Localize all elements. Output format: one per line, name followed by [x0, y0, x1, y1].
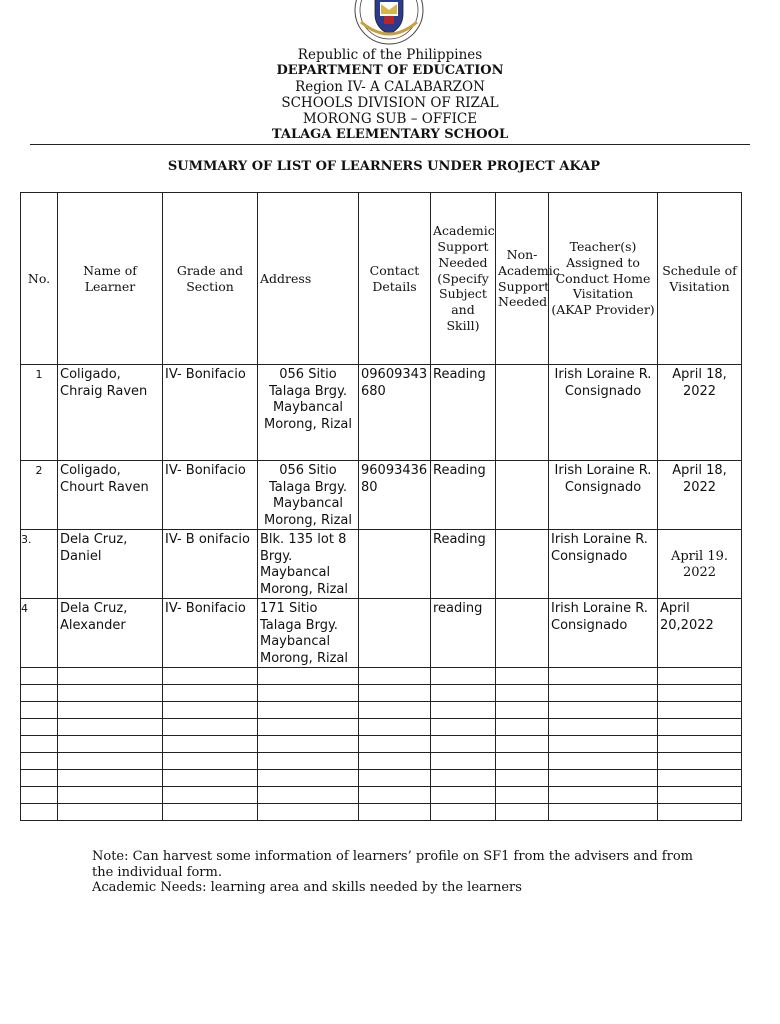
empty-table-row	[21, 702, 742, 719]
empty-cell	[549, 685, 658, 702]
cell-name: Coligado, Chraig Raven	[58, 365, 163, 461]
empty-cell	[258, 668, 359, 685]
table-header-row	[21, 193, 742, 365]
empty-cell	[431, 804, 496, 821]
header-address: Address	[258, 193, 359, 365]
empty-cell	[258, 702, 359, 719]
header-sub-office: MORONG SUB – OFFICE	[302, 111, 478, 127]
empty-cell	[496, 804, 549, 821]
cell-nonacademic	[496, 530, 549, 599]
empty-cell	[431, 668, 496, 685]
cell-teacher: Irish Loraine R. Consignado	[549, 599, 658, 668]
empty-cell	[496, 770, 549, 787]
empty-cell	[258, 804, 359, 821]
empty-cell	[359, 668, 431, 685]
cell-no: 4	[21, 599, 58, 668]
empty-cell	[21, 736, 58, 753]
empty-cell	[21, 753, 58, 770]
empty-cell	[21, 804, 58, 821]
cell-contact	[359, 530, 431, 599]
empty-table-row	[21, 668, 742, 685]
empty-cell	[496, 719, 549, 736]
note-sf1: Note: Can harvest some information of learners’ profile on SF1 from the advisers and from the individual form.	[92, 849, 693, 880]
empty-cell	[431, 787, 496, 804]
empty-cell	[258, 719, 359, 736]
empty-cell	[658, 753, 742, 770]
table-row	[21, 365, 742, 461]
header-contact: Contact Details	[359, 193, 431, 365]
cell-schedule: April 18, 2022	[658, 461, 742, 530]
empty-cell	[58, 736, 163, 753]
empty-cell	[258, 787, 359, 804]
empty-cell	[359, 804, 431, 821]
empty-cell	[163, 753, 258, 770]
cell-contact: 9609343680	[359, 461, 431, 530]
empty-cell	[549, 804, 658, 821]
cell-contact: 09609343680	[359, 365, 431, 461]
empty-cell	[58, 787, 163, 804]
learners-table	[20, 192, 742, 821]
empty-cell	[431, 685, 496, 702]
empty-cell	[58, 804, 163, 821]
empty-cell	[549, 668, 658, 685]
empty-cell	[21, 685, 58, 702]
header-school: TALAGA ELEMENTARY SCHOOL	[271, 127, 509, 142]
empty-cell	[21, 719, 58, 736]
header-no: No.	[21, 193, 58, 365]
cell-schedule: April 18, 2022	[658, 365, 742, 461]
header-nonacademic: Non-Academic Support Needed	[496, 193, 549, 365]
empty-table-row	[21, 787, 742, 804]
empty-cell	[549, 787, 658, 804]
empty-cell	[58, 668, 163, 685]
empty-cell	[163, 770, 258, 787]
empty-cell	[658, 770, 742, 787]
deped-seal	[351, 0, 427, 46]
empty-cell	[258, 770, 359, 787]
cell-name: Coligado, Chourt Raven	[58, 461, 163, 530]
header-republic: Republic of the Philippines	[297, 47, 483, 63]
cell-grade: IV- Bonifacio	[163, 365, 258, 461]
empty-cell	[549, 702, 658, 719]
empty-cell	[163, 787, 258, 804]
header-division: SCHOOLS DIVISION OF RIZAL	[281, 95, 499, 111]
empty-cell	[658, 787, 742, 804]
empty-cell	[658, 736, 742, 753]
cell-teacher: Irish Loraine R. Consignado	[549, 530, 658, 599]
empty-cell	[658, 702, 742, 719]
table-row	[21, 599, 742, 668]
cell-name: Dela Cruz, Alexander	[58, 599, 163, 668]
empty-table-row	[21, 770, 742, 787]
header-grade: Grade and Section	[163, 193, 258, 365]
empty-cell	[163, 719, 258, 736]
empty-cell	[21, 770, 58, 787]
header-academic: Academic Support Needed (Specify Subject and Skill)	[431, 193, 496, 365]
cell-address: 056 Sitio Talaga Brgy. Maybancal Morong, Rizal	[258, 365, 359, 461]
cell-nonacademic	[496, 365, 549, 461]
empty-cell	[496, 753, 549, 770]
cell-academic: reading	[431, 599, 496, 668]
footnote	[92, 849, 712, 896]
cell-address: 171 Sitio Talaga Brgy. Maybancal Morong, Rizal	[258, 599, 359, 668]
empty-cell	[58, 770, 163, 787]
table-row	[21, 530, 742, 599]
cell-academic: Reading	[431, 365, 496, 461]
document-header	[0, 47, 780, 143]
cell-nonacademic	[496, 599, 549, 668]
cell-address: Blk. 135 lot 8 Brgy. Maybancal Morong, Rizal	[258, 530, 359, 599]
empty-cell	[496, 685, 549, 702]
empty-cell	[359, 719, 431, 736]
empty-cell	[496, 702, 549, 719]
empty-table-row	[21, 736, 742, 753]
empty-cell	[658, 668, 742, 685]
cell-no: 2	[21, 461, 58, 530]
empty-cell	[496, 668, 549, 685]
empty-cell	[549, 753, 658, 770]
cell-schedule: April 20,2022	[658, 599, 742, 668]
empty-cell	[21, 787, 58, 804]
empty-cell	[658, 719, 742, 736]
empty-cell	[431, 719, 496, 736]
empty-cell	[163, 736, 258, 753]
empty-cell	[431, 702, 496, 719]
cell-teacher: Irish Loraine R. Consignado	[549, 365, 658, 461]
empty-cell	[21, 702, 58, 719]
empty-cell	[359, 770, 431, 787]
cell-grade: IV- B onifacio	[163, 530, 258, 599]
empty-cell	[359, 702, 431, 719]
empty-cell	[431, 736, 496, 753]
cell-name: Dela Cruz, Daniel	[58, 530, 163, 599]
empty-cell	[431, 753, 496, 770]
empty-cell	[58, 702, 163, 719]
empty-cell	[359, 685, 431, 702]
empty-cell	[163, 668, 258, 685]
cell-academic: Reading	[431, 530, 496, 599]
cell-address: 056 Sitio Talaga Brgy. Maybancal Morong, Rizal	[258, 461, 359, 530]
empty-cell	[258, 753, 359, 770]
cell-grade: IV- Bonifacio	[163, 461, 258, 530]
header-name: Name of Learner	[58, 193, 163, 365]
empty-cell	[258, 736, 359, 753]
cell-no: 3.	[21, 530, 58, 599]
empty-cell	[58, 685, 163, 702]
empty-cell	[549, 736, 658, 753]
header-teacher: Teacher(s) Assigned to Conduct Home Visitation (AKAP Provider)	[549, 193, 658, 365]
empty-table-row	[21, 685, 742, 702]
header-department: DEPARTMENT OF EDUCATION	[276, 63, 504, 78]
cell-contact	[359, 599, 431, 668]
empty-cell	[658, 685, 742, 702]
header-region: Region IV- A CALABARZON	[295, 79, 485, 95]
empty-cell	[359, 787, 431, 804]
empty-cell	[258, 685, 359, 702]
cell-teacher: Irish Loraine R. Consignado	[549, 461, 658, 530]
cell-schedule: April 19. 2022	[658, 530, 742, 599]
empty-cell	[359, 736, 431, 753]
empty-table-row	[21, 804, 742, 821]
blank-rows	[21, 668, 742, 821]
header-schedule: Schedule of Visitation	[658, 193, 742, 365]
empty-cell	[496, 787, 549, 804]
document-title: SUMMARY OF LIST OF LEARNERS UNDER PROJECT AKAP	[167, 159, 601, 174]
note-academic-needs: Academic Needs: learning area and skills needed by the learners	[92, 880, 522, 895]
empty-cell	[658, 804, 742, 821]
empty-table-row	[21, 753, 742, 770]
empty-cell	[58, 719, 163, 736]
empty-cell	[163, 702, 258, 719]
empty-table-row	[21, 719, 742, 736]
empty-cell	[431, 770, 496, 787]
empty-cell	[58, 753, 163, 770]
empty-cell	[496, 736, 549, 753]
cell-academic: Reading	[431, 461, 496, 530]
empty-cell	[163, 685, 258, 702]
cell-nonacademic	[496, 461, 549, 530]
header-divider	[30, 144, 750, 145]
cell-no: 1	[21, 365, 58, 461]
empty-cell	[163, 804, 258, 821]
empty-cell	[21, 668, 58, 685]
table-row	[21, 461, 742, 530]
empty-cell	[549, 770, 658, 787]
empty-cell	[359, 753, 431, 770]
cell-grade: IV- Bonifacio	[163, 599, 258, 668]
empty-cell	[549, 719, 658, 736]
